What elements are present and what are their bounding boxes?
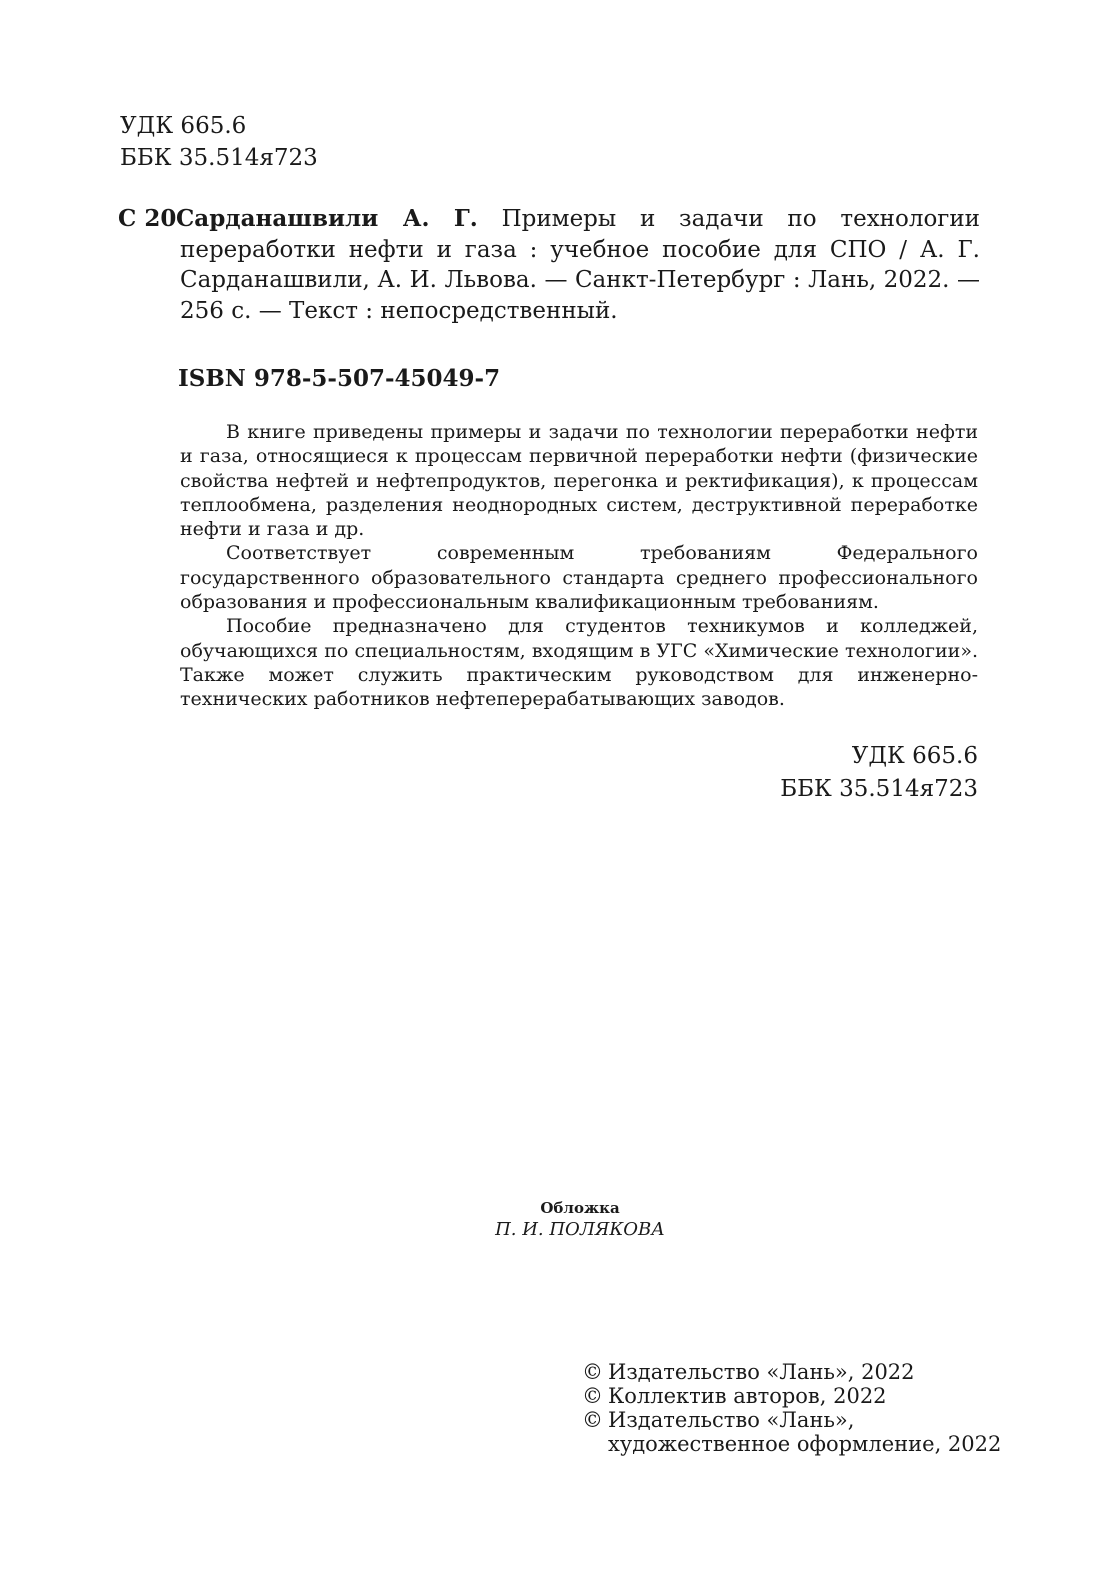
copyright-icon: © [582, 1360, 603, 1384]
bibliographic-entry [118, 204, 980, 326]
udk-code: УДК 665.6 [120, 113, 247, 139]
copyright-icon: © [582, 1408, 603, 1432]
copyright-line-continuation: художественное оформление, 2022 [608, 1432, 1002, 1456]
description-text: Примеры и задачи по технологии переработки нефти и газа : учебное пособие для СПО / А. Г. Сарданашвили, А. И. Львова. — Санкт-Петербург : Лань, 2022. — 256 с. — Текст : непосредственный. [180, 206, 981, 324]
isbn: ISBN 978-5-507-45049-7 [178, 365, 501, 392]
classification-codes-top [120, 110, 318, 174]
annotation-paragraph: Соответствует современным требованиям Федерального государственного образовательного стандарта среднего профессионального образования и профессиональным квалификационным требованиям. [180, 542, 978, 614]
author-name: Сарданашвили А. Г. [176, 205, 478, 232]
annotation-paragraph: Пособие предназначено для студентов техникумов и колледжей, обучающихся по специальностям, входящим в УГС «Химические технологии». Также может служить практическим руководством для инженерно-технических работников нефтеперерабатывающих заводов. [180, 615, 978, 711]
author-mark: С 20 [118, 205, 177, 232]
cover-designer-name: П. И. ПОЛЯКОВА [495, 1219, 665, 1240]
bibliographic-description [176, 204, 981, 326]
annotation-paragraph: В книге приведены примеры и задачи по технологии переработки нефти и газа, относящиеся к процессам первичной переработки нефти (физические свойства нефтей и нефтепродуктов, перегонка и ректификация), к процессам теплообмена, разделения неоднородных систем, деструктивной переработке нефти и газа и др. [180, 421, 978, 541]
classification-codes-bottom [780, 740, 978, 806]
copyright-block [582, 1360, 1001, 1456]
cover-credit [430, 1198, 730, 1242]
bbk-code: ББК 35.514я723 [120, 145, 318, 171]
bbk-code: ББК 35.514я723 [780, 776, 978, 802]
udk-code: УДК 665.6 [851, 743, 978, 769]
copyright-line: © Издательство «Лань», 2022 [582, 1360, 915, 1384]
copyright-line: © Издательство «Лань», [582, 1408, 855, 1432]
cover-label: Обложка [540, 1199, 620, 1217]
annotation [180, 420, 978, 712]
copyright-icon: © [582, 1384, 603, 1408]
copyright-line: © Коллектив авторов, 2022 [582, 1384, 887, 1408]
